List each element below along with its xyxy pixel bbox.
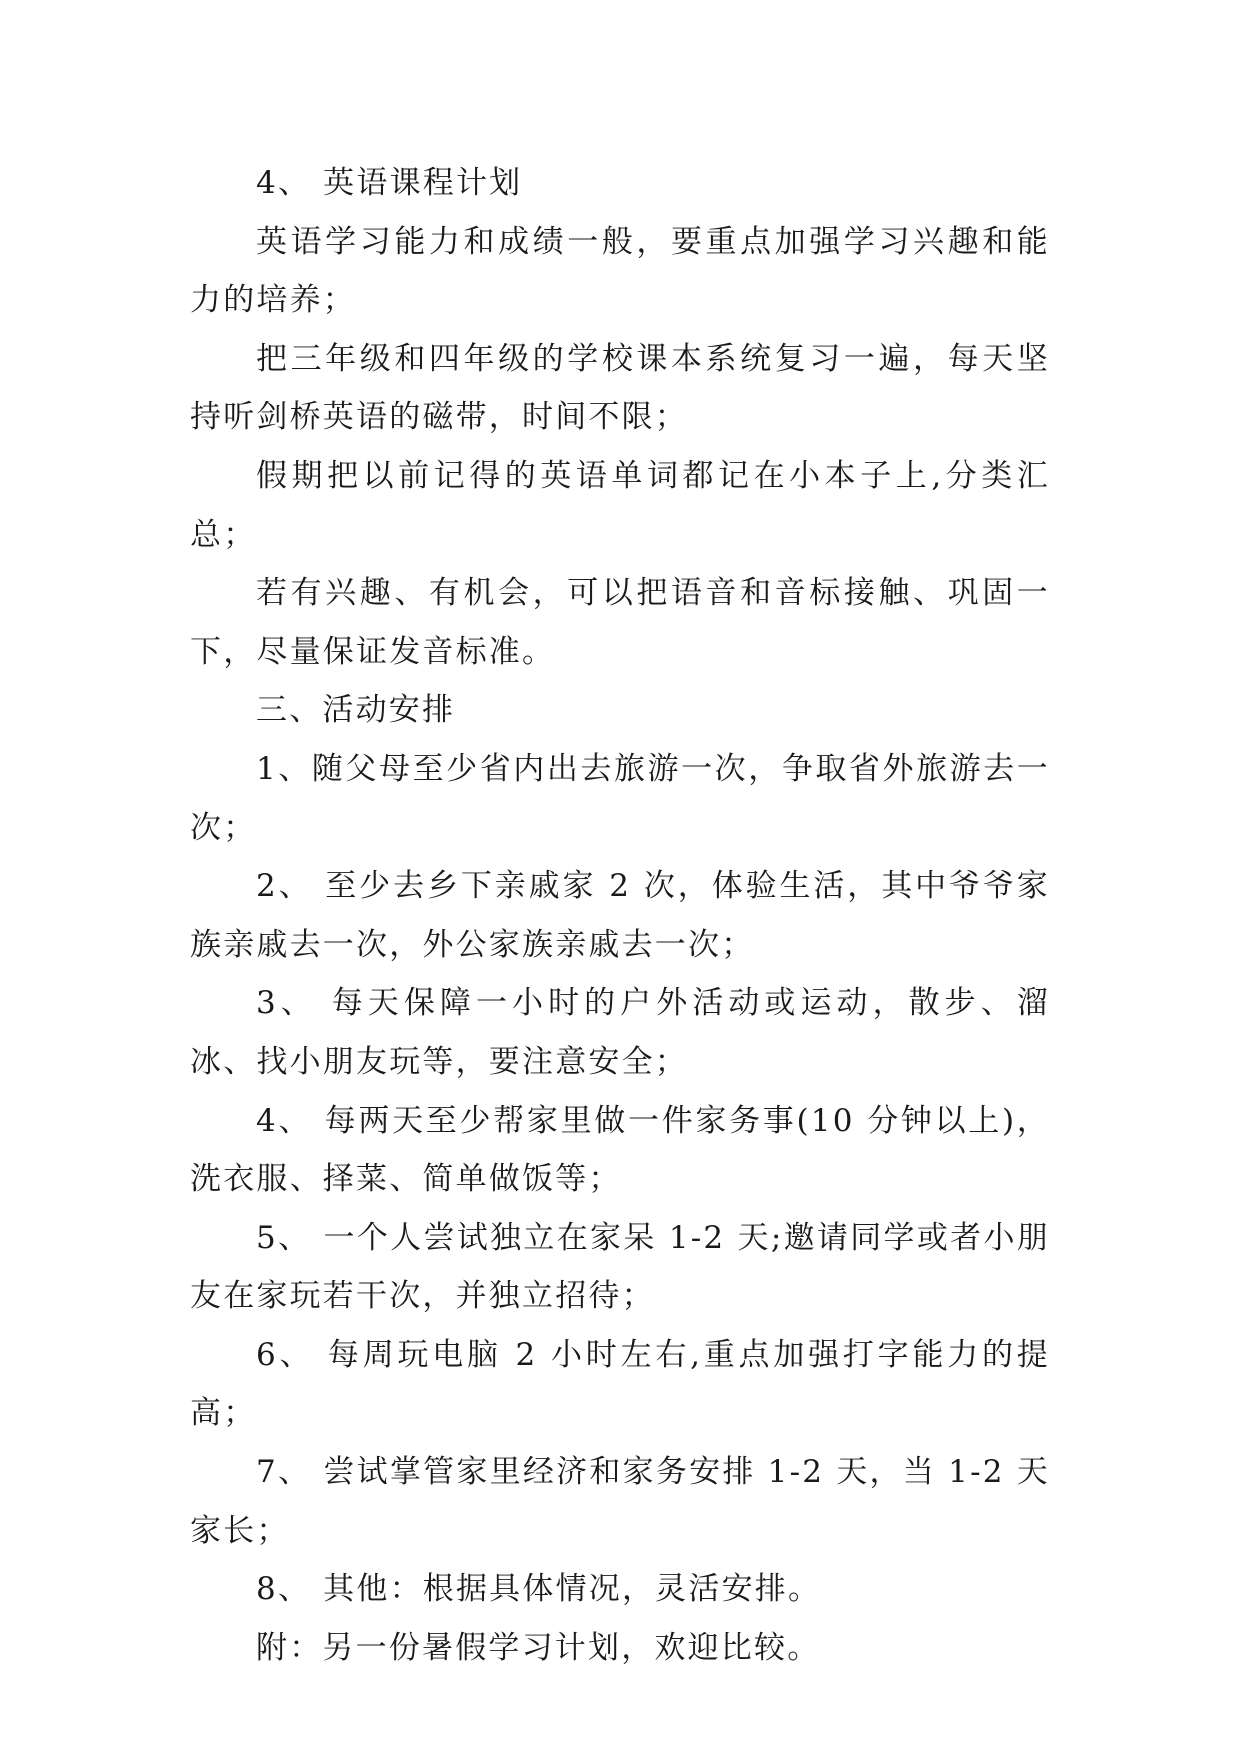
list-item: 3、 每天保障一小时的户外活动或运动，散步、溜冰、找小朋友玩等，要注意安全； (190, 985, 1050, 1080)
appendix-note: 附：另一份暑假学习计划，欢迎比较。 (256, 1629, 821, 1666)
document-body (190, 154, 1050, 1677)
list-item: 1、随父母至少省内出去旅游一次，争取省外旅游去一次； (190, 750, 1050, 846)
paragraph: 若有兴趣、有机会，可以把语音和音标接触、巩固一下，尽量保证发音标准。 (190, 575, 1050, 670)
list-item: 8、 其他：根据具体情况，灵活安排。 (256, 1571, 822, 1608)
list-item: 5、 一个人尝试独立在家呆 1-2 天;邀请同学或者小朋友在家玩若干次，并独立招待； (190, 1219, 1050, 1315)
list-item: 4、 每两天至少帮家里做一件家务事(10 分钟以上)，洗衣服、择菜、简单做饭等； (190, 1102, 1050, 1198)
list-item: 7、 尝试掌管家里经济和家务安排 1-2 天，当 1-2 天家长； (190, 1454, 1050, 1549)
paragraph: 把三年级和四年级的学校课本系统复习一遍，每天坚持听剑桥英语的磁带，时间不限； (190, 340, 1050, 436)
list-item: 6、 每周玩电脑 2 小时左右,重点加强打字能力的提高； (190, 1336, 1050, 1432)
section-heading-english-plan: 4、 英语课程计划 (256, 165, 523, 201)
list-item: 2、 至少去乡下亲戚家 2 次，体验生活，其中爷爷家族亲戚去一次，外公家族亲戚去一次； (190, 868, 1050, 963)
paragraph: 英语学习能力和成绩一般，要重点加强学习兴趣和能力的培养； (190, 223, 1050, 319)
section-heading-activities: 三、活动安排 (256, 692, 456, 729)
paragraph: 假期把以前记得的英语单词都记在小本子上,分类汇总； (190, 457, 1050, 553)
